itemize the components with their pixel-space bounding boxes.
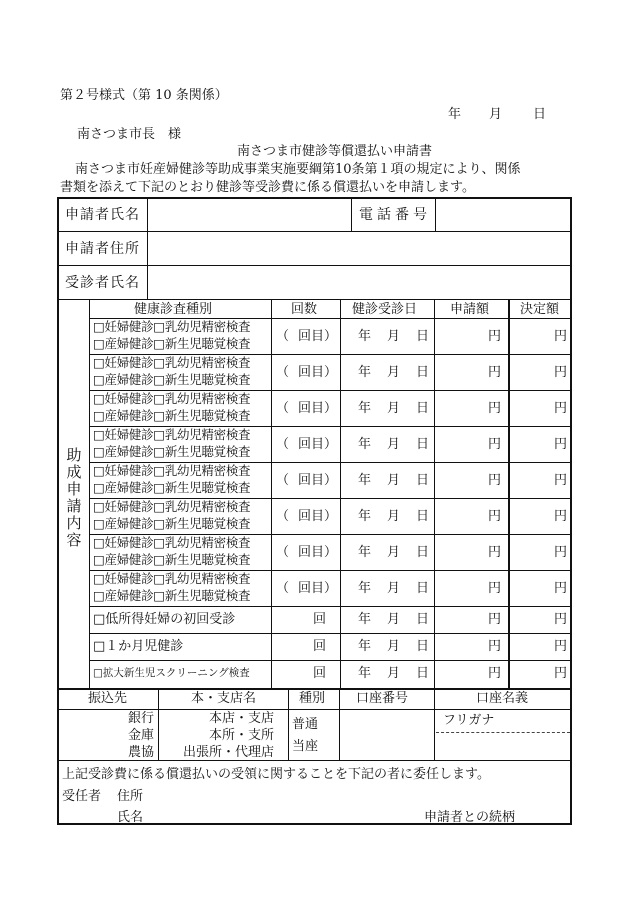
proxy-label: 受任者: [62, 789, 102, 804]
phone-label: 電話番号: [359, 207, 431, 223]
exam-type-checkbox-line2[interactable]: □産婦健診□新生児聴覚検査: [93, 336, 251, 351]
decided-yen: 円: [554, 365, 568, 380]
proxy-name-field[interactable]: [151, 808, 411, 824]
year-label: 年: [358, 329, 372, 344]
header-account-number: 口座番号: [356, 691, 409, 706]
exam-type-checkbox-line1[interactable]: □妊婦健診□乳幼児精密検査: [93, 427, 251, 442]
exam-type-checkbox-line2[interactable]: □産婦健診□新生児聴覚検査: [93, 408, 251, 423]
phone-field[interactable]: [437, 201, 567, 229]
count-suffix: 回目）: [298, 329, 338, 344]
applied-yen: 円: [488, 639, 502, 654]
exam-type-checkbox-line1[interactable]: □妊婦健診□乳幼児精密検査: [93, 319, 251, 334]
count-open: （: [276, 581, 290, 596]
application-form-table: [57, 197, 572, 825]
decided-yen: 円: [554, 437, 568, 452]
count-open: （: [276, 329, 290, 344]
month-label: 月: [387, 473, 401, 488]
branch-office: 本所・支所: [209, 728, 275, 743]
month-label: 月: [387, 612, 401, 627]
body-text-line2: 書類を添えて下記のとおり健診等受診費に係る償還払いを申請します。: [60, 180, 475, 195]
account-name-field[interactable]: [436, 734, 570, 759]
count-label: 回: [313, 612, 327, 627]
decided-yen: 円: [554, 612, 568, 627]
day-label: 日: [416, 666, 430, 681]
header-count: 回数: [291, 302, 318, 317]
one-month-checkup-checkbox[interactable]: □１か月児健診: [93, 639, 184, 654]
count-suffix: 回目）: [298, 401, 338, 416]
delegation-statement: 上記受診費に係る償還払いの受領に関することを下記の者に委任します。: [62, 767, 490, 782]
exam-type-checkbox-line1[interactable]: □妊婦健診□乳幼児精密検査: [93, 391, 251, 406]
exam-type-checkbox-line1[interactable]: □妊婦健診□乳幼児精密検査: [93, 571, 251, 586]
day-label: 日: [416, 365, 430, 380]
subsidy-section-label: 助 成 申 請 内 容: [66, 446, 82, 549]
month-label: 月: [387, 401, 401, 416]
year-label: 年: [358, 509, 372, 524]
expanded-screening-checkbox[interactable]: □拡大新生児スクリーニング検査: [93, 667, 250, 679]
exam-type-checkbox-line2[interactable]: □産婦健診□新生児聴覚検査: [93, 552, 251, 567]
proxy-address-field[interactable]: [151, 787, 561, 805]
count-label: 回: [313, 639, 327, 654]
count-open: （: [276, 545, 290, 560]
year-label: 年: [358, 639, 372, 654]
count-open: （: [276, 473, 290, 488]
exam-type-checkbox-line1[interactable]: □妊婦健診□乳幼児精密検査: [93, 499, 251, 514]
date-year-label: 年: [448, 107, 462, 122]
date-month-label: 月: [489, 107, 503, 122]
exam-type-checkbox-line2[interactable]: □産婦健診□新生児聴覚検査: [93, 516, 251, 531]
decided-yen: 円: [554, 545, 568, 560]
year-label: 年: [358, 666, 372, 681]
exam-type-checkbox-line2[interactable]: □産婦健診□新生児聴覚検査: [93, 372, 251, 387]
account-type-ordinary: 普通: [292, 717, 319, 732]
furigana-label: フリガナ: [443, 713, 495, 728]
day-label: 日: [416, 581, 430, 596]
date-day-label: 日: [533, 107, 547, 122]
count-suffix: 回目）: [298, 437, 338, 452]
count-open: （: [276, 365, 290, 380]
low-income-checkbox[interactable]: □低所得妊婦の初回受診: [93, 612, 236, 627]
decided-yen: 円: [554, 329, 568, 344]
day-label: 日: [416, 509, 430, 524]
decided-yen: 円: [554, 581, 568, 596]
day-label: 日: [416, 639, 430, 654]
count-open: （: [276, 437, 290, 452]
month-label: 月: [387, 329, 401, 344]
relationship-label: 申請者との続柄: [424, 810, 516, 825]
day-label: 日: [416, 612, 430, 627]
header-account-name: 口座名義: [476, 691, 529, 706]
applied-yen: 円: [488, 581, 502, 596]
exam-type-checkbox-line1[interactable]: □妊婦健診□乳幼児精密検査: [93, 355, 251, 370]
year-label: 年: [358, 581, 372, 596]
count-open: （: [276, 401, 290, 416]
decided-yen: 円: [554, 473, 568, 488]
applied-yen: 円: [488, 329, 502, 344]
month-label: 月: [387, 639, 401, 654]
year-label: 年: [358, 473, 372, 488]
year-label: 年: [358, 545, 372, 560]
day-label: 日: [416, 401, 430, 416]
month-label: 月: [387, 581, 401, 596]
header-exam-date: 健診受診日: [352, 302, 418, 317]
applied-yen: 円: [488, 612, 502, 627]
applied-yen: 円: [488, 365, 502, 380]
month-label: 月: [387, 509, 401, 524]
addressee: 南さつま市長 様: [77, 127, 182, 142]
institution-shinkin: 金庫: [128, 728, 155, 743]
month-label: 月: [387, 666, 401, 681]
exam-type-checkbox-line2[interactable]: □産婦健診□新生児聴覚検査: [93, 480, 251, 495]
year-label: 年: [358, 612, 372, 627]
form-number: 第２号様式（第 10 条関係）: [60, 88, 228, 103]
header-payee: 振込先: [88, 691, 128, 706]
institution-ja: 農協: [128, 745, 155, 760]
branch-agency: 出張所・代理店: [183, 745, 275, 760]
applied-yen: 円: [488, 437, 502, 452]
day-label: 日: [416, 473, 430, 488]
applied-yen: 円: [488, 401, 502, 416]
count-suffix: 回目）: [298, 509, 338, 524]
account-number-field[interactable]: [341, 711, 433, 759]
page-title: 南さつま市健診等償還払い申請書: [237, 144, 433, 159]
header-applied-amount: 申請額: [450, 302, 490, 317]
decided-yen: 円: [554, 509, 568, 524]
proxy-name-label: 氏名: [117, 810, 144, 825]
exam-type-checkbox-line1[interactable]: □妊婦健診□乳幼児精密検査: [93, 535, 251, 550]
applied-yen: 円: [488, 473, 502, 488]
patient-name-label: 受診者氏名: [65, 275, 140, 291]
exam-type-checkbox-line2[interactable]: □産婦健診□新生児聴覚検査: [93, 588, 251, 603]
count-suffix: 回目）: [298, 473, 338, 488]
institution-bank: 銀行: [128, 711, 155, 726]
month-label: 月: [387, 365, 401, 380]
exam-type-checkbox-line1[interactable]: □妊婦健診□乳幼児精密検査: [93, 463, 251, 478]
month-label: 月: [387, 437, 401, 452]
year-label: 年: [358, 401, 372, 416]
applicant-name-label: 申請者氏名: [65, 207, 140, 223]
branch-main: 本店・支店: [209, 711, 275, 726]
applied-yen: 円: [488, 666, 502, 681]
applied-yen: 円: [488, 545, 502, 560]
applied-yen: 円: [488, 509, 502, 524]
applicant-address-label: 申請者住所: [65, 241, 140, 257]
count-label: 回: [313, 666, 327, 681]
header-branch: 本・支店名: [191, 691, 257, 706]
count-suffix: 回目）: [298, 545, 338, 560]
year-label: 年: [358, 437, 372, 452]
year-label: 年: [358, 365, 372, 380]
header-decided-amount: 決定額: [520, 302, 560, 317]
patient-name-field[interactable]: [149, 269, 567, 297]
day-label: 日: [416, 545, 430, 560]
decided-yen: 円: [554, 666, 568, 681]
exam-type-checkbox-line2[interactable]: □産婦健診□新生児聴覚検査: [93, 444, 251, 459]
applicant-address-field[interactable]: [149, 235, 567, 263]
count-suffix: 回目）: [298, 365, 338, 380]
decided-yen: 円: [554, 401, 568, 416]
decided-yen: 円: [554, 639, 568, 654]
proxy-address-label: 住所: [117, 789, 144, 804]
header-account-type: 種別: [299, 691, 326, 706]
day-label: 日: [416, 437, 430, 452]
count-open: （: [276, 509, 290, 524]
applicant-name-field[interactable]: [149, 201, 349, 229]
body-text-line1: 南さつま市妊産婦健診等助成事業実施要綱第10条第１項の規定により、関係: [75, 162, 521, 177]
month-label: 月: [387, 545, 401, 560]
header-exam-type: 健康診査種別: [134, 302, 213, 317]
day-label: 日: [416, 329, 430, 344]
account-type-current: 当座: [292, 739, 319, 754]
count-suffix: 回目）: [298, 581, 338, 596]
